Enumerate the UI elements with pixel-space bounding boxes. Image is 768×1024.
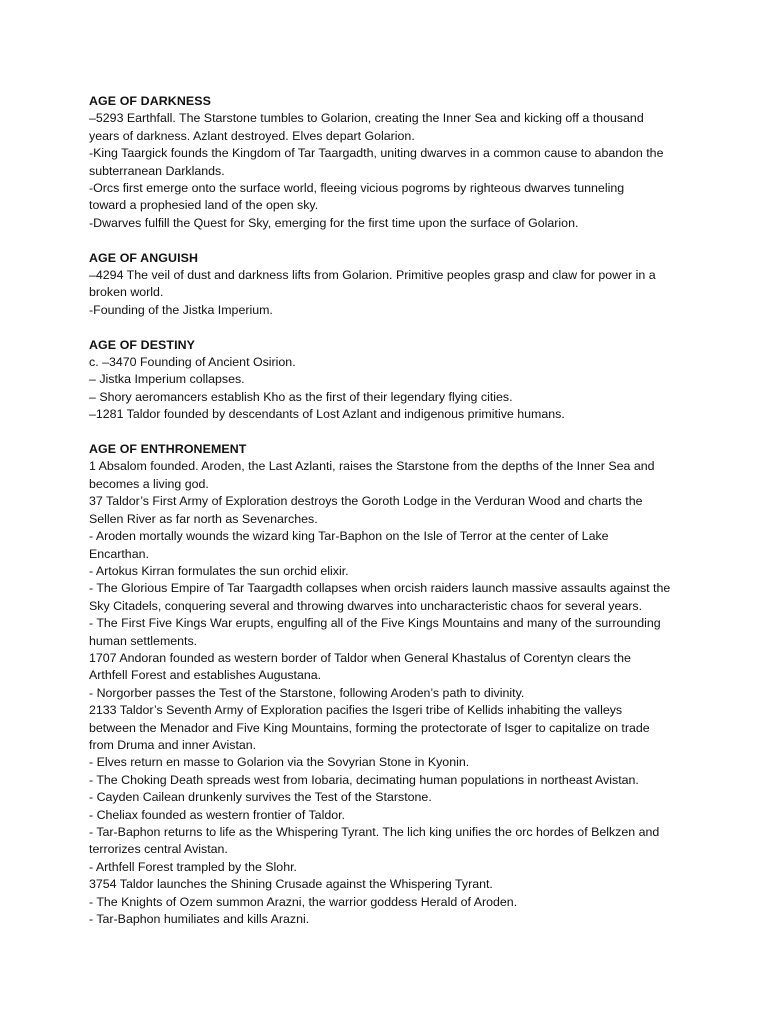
text-line: terrorizes central Avistan. <box>89 842 228 857</box>
text-line: human settlements. <box>89 633 198 648</box>
section-heading: AGE OF ENTHRONEMENT <box>89 442 247 457</box>
text-line: 1707 Andoran founded as western border of Taldor when General Khastalus of Corentyn clears the <box>89 650 631 665</box>
text-line: – Jistka Imperium collapses. <box>89 372 245 387</box>
text-line: 37 Taldor’s First Army of Exploration destroys the Goroth Lodge in the Verduran Wood and charts the <box>89 494 643 509</box>
text-line: -Founding of the Jistka Imperium. <box>89 302 273 317</box>
section-heading: AGE OF DESTINY <box>89 337 196 352</box>
section-heading: AGE OF DARKNESS <box>89 94 211 108</box>
text-line: becomes a living god. <box>89 476 209 491</box>
text-line: -Dwarves fulfill the Quest for Sky, emerging for the first time upon the surface of Golarion. <box>89 215 579 230</box>
text-line: - Norgorber passes the Test of the Starstone, following Aroden’s path to divinity. <box>89 685 525 700</box>
section-age-of-anguish <box>89 250 689 320</box>
text-line: - Elves return en masse to Golarion via the Sovyrian Stone in Kyonin. <box>89 755 470 770</box>
section-age-of-destiny <box>89 337 689 424</box>
text-line: - The Knights of Ozem summon Arazni, the warrior goddess Herald of Aroden. <box>89 894 518 909</box>
text-line: -Orcs first emerge onto the surface world, fleeing vicious pogroms by righteous dwarves tunneling <box>89 181 625 196</box>
text-line: - Artokus Kirran formulates the sun orchid elixir. <box>89 563 349 578</box>
text-line: - Tar-Baphon humiliates and kills Arazni. <box>89 912 310 927</box>
text-line: - Tar-Baphon returns to life as the Whispering Tyrant. The lich king unifies the orc hordes of Belkzen and <box>89 825 660 840</box>
text-line: - Arthfell Forest trampled by the Slohr. <box>89 859 297 874</box>
text-line: - Cayden Cailean drunkenly survives the Test of the Starstone. <box>89 790 432 805</box>
text-line: c. –3470 Founding of Ancient Osirion. <box>89 355 296 370</box>
text-line: – Shory aeromancers establish Kho as the first of their legendary flying cities. <box>89 389 513 404</box>
document-page <box>89 93 689 946</box>
text-line: years of darkness. Azlant destroyed. Elves depart Golarion. <box>89 128 415 143</box>
text-line: 3754 Taldor launches the Shining Crusade against the Whispering Tyrant. <box>89 877 493 892</box>
section-age-of-enthronement <box>89 441 689 928</box>
text-line: between the Menador and Five King Mountains, forming the protectorate of Isger to capitalize on trade <box>89 720 650 735</box>
text-line: subterranean Darklands. <box>89 163 225 178</box>
text-line: - The Glorious Empire of Tar Taargadth collapses when orcish raiders launch massive assaults against the <box>89 581 671 596</box>
text-line: 2133 Taldor’s Seventh Army of Exploration pacifies the Isgeri tribe of Kellids inhabiting the valleys <box>89 703 623 718</box>
text-line: –4294 The veil of dust and darkness lifts from Golarion. Primitive peoples grasp and claw for power in a <box>89 268 656 283</box>
text-line: broken world. <box>89 285 164 300</box>
text-line: - Aroden mortally wounds the wizard king Tar-Baphon on the Isle of Terror at the center of Lake <box>89 529 609 544</box>
text-line: - The Choking Death spreads west from Iobaria, decimating human populations in northeast Avistan. <box>89 772 639 787</box>
section-age-of-darkness <box>89 93 689 232</box>
text-line: from Druma and inner Avistan. <box>89 737 257 752</box>
text-line: –1281 Taldor founded by descendants of Lost Azlant and indigenous primitive humans. <box>89 407 565 422</box>
section-heading: AGE OF ANGUISH <box>89 250 199 265</box>
text-line: - The First Five Kings War erupts, engulfing all of the Five Kings Mountains and many of the surrounding <box>89 616 661 631</box>
text-line: Arthfell Forest and establishes Augustana. <box>89 668 322 683</box>
text-line: Sellen River as far north as Sevenarches. <box>89 511 318 526</box>
text-line: toward a prophesied land of the open sky. <box>89 198 319 213</box>
text-line: -King Taargick founds the Kingdom of Tar Taargadth, uniting dwarves in a common cause to abandon the <box>89 146 664 161</box>
text-line: Sky Citadels, conquering several and throwing dwarves into uncharacteristic chaos for several years. <box>89 598 643 613</box>
text-line: –5293 Earthfall. The Starstone tumbles to Golarion, creating the Inner Sea and kicking off a thousand <box>89 111 644 126</box>
text-line: - Cheliax founded as western frontier of Taldor. <box>89 807 345 822</box>
text-line: Encarthan. <box>89 546 149 561</box>
text-line: 1 Absalom founded. Aroden, the Last Azlanti, raises the Starstone from the depths of the Inner Sea and <box>89 459 655 474</box>
